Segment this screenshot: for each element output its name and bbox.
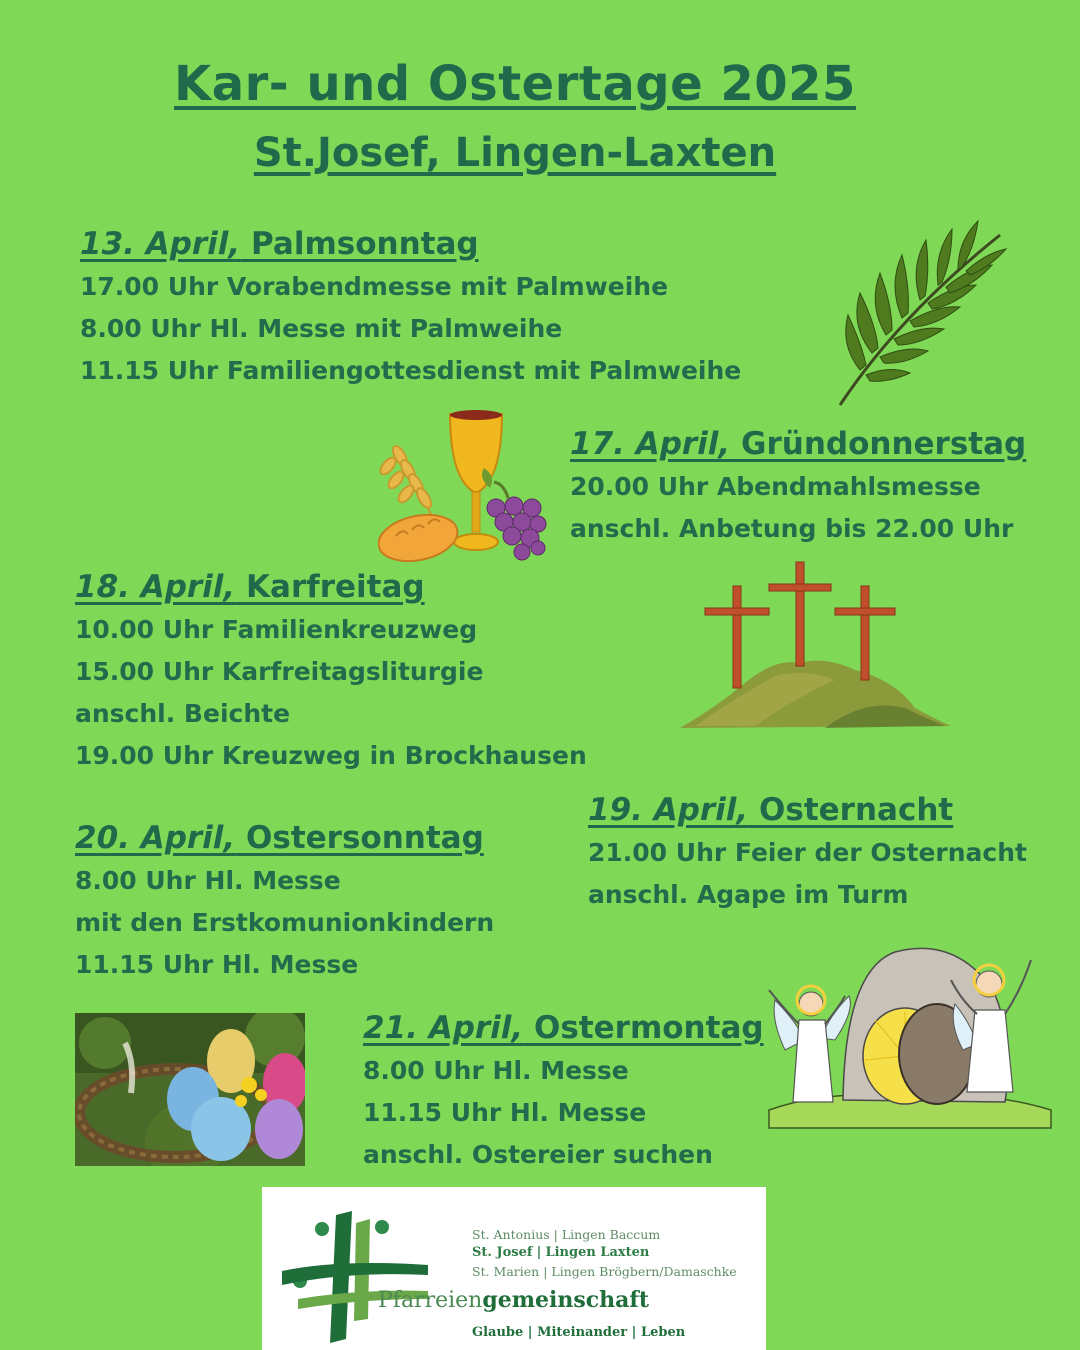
three-crosses-icon <box>675 558 955 736</box>
section-day-name: Ostersonntag <box>246 820 484 856</box>
section-palmsonntag <box>80 222 741 392</box>
page-subtitle: St.Josef, Lingen-Laxten <box>253 130 777 176</box>
schedule-line: 8.00 Uhr Hl. Messe <box>75 866 341 895</box>
section-date: 17. April, <box>570 426 731 462</box>
cross-people-logo-icon <box>278 1209 438 1345</box>
schedule-line: anschl. Anbetung bis 22.00 Uhr <box>570 514 1014 543</box>
section-day-name: Gründonnerstag <box>741 426 1027 462</box>
section-day-name: Ostermontag <box>534 1010 764 1046</box>
schedule-line: anschl. Agape im Turm <box>588 880 909 909</box>
section-date: 20. April, <box>75 820 236 856</box>
section-osternacht <box>588 788 1027 916</box>
parish-logo <box>262 1187 766 1350</box>
schedule-line: 11.15 Uhr Hl. Messe <box>363 1098 647 1127</box>
section-heading <box>570 422 1026 466</box>
schedule-line: 17.00 Uhr Vorabendmesse mit Palmweihe <box>80 272 669 301</box>
parish-line-2: St. Josef | Lingen Laxten <box>472 1245 650 1260</box>
schedule-line: anschl. Beichte <box>75 699 291 728</box>
parish-line-1: St. Antonius | Lingen Baccum <box>472 1227 661 1242</box>
section-ostermontag <box>363 1006 764 1176</box>
page-title: Kar- und Ostertage 2025 <box>174 56 856 112</box>
schedule-line: 10.00 Uhr Familienkreuzweg <box>75 615 478 644</box>
schedule-line: 11.15 Uhr Familiengottesdienst mit Palmweihe <box>80 356 742 385</box>
logo-motto: Glaube | Miteinander | Leben <box>472 1325 686 1340</box>
schedule-line: 8.00 Uhr Hl. Messe <box>363 1056 629 1085</box>
schedule-line: anschl. Ostereier suchen <box>363 1140 713 1169</box>
section-heading <box>75 816 494 860</box>
section-ostersonntag <box>75 816 494 986</box>
schedule-line: 20.00 Uhr Abendmahlsmesse <box>570 472 981 501</box>
parish-line-3: St. Marien | Lingen Brögbern/Damaschke <box>472 1264 737 1279</box>
section-heading <box>363 1006 764 1050</box>
section-karfreitag <box>75 565 587 777</box>
empty-tomb-angels-icon <box>765 940 1055 1130</box>
easter-eggs-photo <box>75 1013 305 1166</box>
schedule-line: 21.00 Uhr Feier der Osternacht <box>588 838 1027 867</box>
section-day-name: Osternacht <box>759 792 954 828</box>
schedule-line: mit den Erstkomunionkindern <box>75 908 495 937</box>
palm-leaf-icon <box>830 205 1010 410</box>
schedule-line: 11.15 Uhr Hl. Messe <box>75 950 359 979</box>
section-gruendonnerstag <box>570 422 1026 550</box>
section-heading <box>75 565 587 609</box>
logo-wordmark: Pfarreiengemeinschaft <box>378 1287 650 1313</box>
section-date: 19. April, <box>588 792 749 828</box>
section-day-name: Palmsonntag <box>251 226 479 262</box>
section-heading <box>80 222 741 266</box>
section-day-name: Karfreitag <box>246 569 425 605</box>
schedule-line: 8.00 Uhr Hl. Messe mit Palmweihe <box>80 314 563 343</box>
section-date: 21. April, <box>363 1010 524 1046</box>
section-date: 18. April, <box>75 569 236 605</box>
section-heading <box>588 788 1027 832</box>
schedule-line: 19.00 Uhr Kreuzweg in Brockhausen <box>75 741 587 770</box>
schedule-line: 15.00 Uhr Karfreitagsliturgie <box>75 657 484 686</box>
chalice-bread-grapes-icon <box>378 408 558 564</box>
section-date: 13. April, <box>80 226 241 262</box>
